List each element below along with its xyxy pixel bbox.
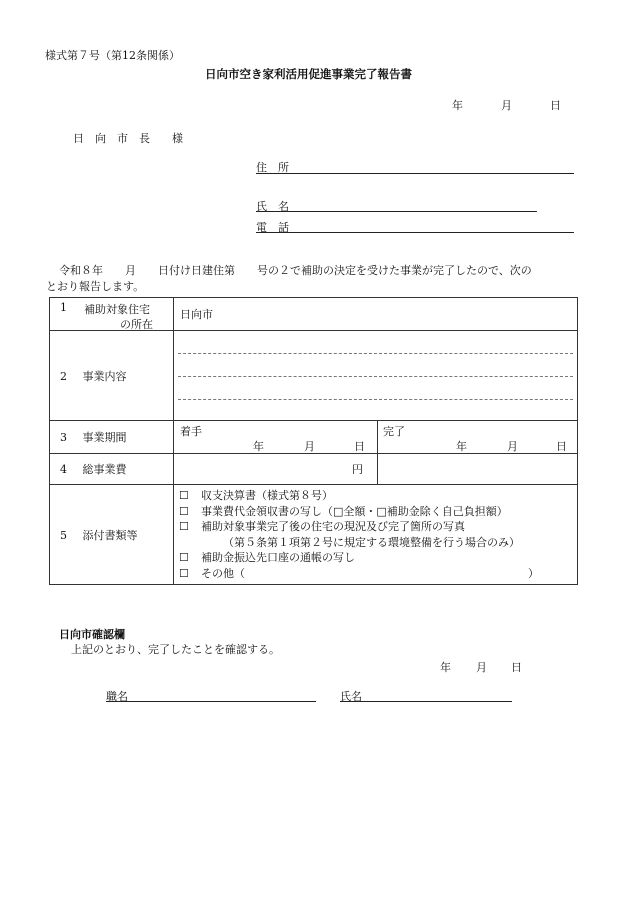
name-label: 氏 名: [256, 200, 289, 213]
attachment-label: その他（: [201, 566, 245, 580]
document-title: 日向市空き家利活用促進事業完了報告書: [205, 67, 412, 81]
confirm-year: 年: [440, 661, 451, 674]
period-start-label: 着手: [180, 424, 202, 438]
confirm-heading: 日向市確認欄: [59, 628, 125, 641]
row-number: 1: [60, 300, 67, 314]
location-value: 日向市: [180, 308, 213, 321]
period-start-year: 年: [253, 439, 264, 453]
close-paren: ）: [528, 566, 539, 580]
confirm-month: 月: [476, 661, 487, 674]
table-row-cost: [50, 454, 578, 485]
attachment-label: 収支決算書（様式第８号）: [201, 489, 333, 502]
period-label-cell: [50, 421, 174, 454]
phone-line[interactable]: [256, 232, 574, 233]
intro-line-1: 令和８年 月 日付け日建住第 号の２で補助の決定を受けた事業が完了したので、次の: [59, 264, 532, 277]
period-start-month: 月: [304, 439, 315, 453]
cost-value-cell[interactable]: [174, 454, 378, 485]
position-line[interactable]: [106, 701, 316, 702]
attachments-label: 添付書類等: [82, 528, 138, 542]
period-end-cell[interactable]: [378, 421, 578, 454]
address-line[interactable]: [256, 173, 574, 174]
checkbox-icon[interactable]: ☐: [179, 551, 189, 564]
checkbox-icon[interactable]: ☐: [179, 566, 189, 580]
checkbox-icon[interactable]: ☐: [179, 504, 189, 518]
attachment-item[interactable]: [179, 488, 577, 504]
addressee: 日 向 市 長 様: [73, 132, 183, 145]
row-number: 4: [60, 463, 67, 476]
intro-line-2: とおり報告します。: [46, 280, 145, 293]
address-label: 住 所: [256, 161, 289, 174]
content-value-cell[interactable]: [174, 331, 578, 421]
period-start-day: 日: [354, 439, 365, 453]
phone-label: 電 話: [256, 221, 289, 234]
period-end-month: 月: [507, 439, 518, 453]
period-start-cell[interactable]: [174, 421, 378, 454]
attachments-list: [174, 485, 578, 585]
row-number: 5: [60, 528, 67, 542]
confirm-name-line[interactable]: [340, 701, 512, 702]
cost-label-cell: [50, 454, 174, 485]
location-label-1: 補助対象住宅: [84, 302, 150, 316]
attachment-label: 補助対象事業完了後の住宅の現況及び完了箇所の写真: [201, 520, 465, 533]
position-label: 職名: [106, 690, 128, 703]
attachment-item[interactable]: [179, 519, 577, 535]
table-row-content: [50, 331, 578, 421]
checkbox-icon[interactable]: ☐: [179, 520, 189, 533]
cost-unit: 円: [352, 463, 363, 476]
content-label: 事業内容: [82, 369, 127, 383]
checkbox-icon[interactable]: ☐: [179, 489, 189, 502]
content-label-cell: [50, 331, 174, 421]
form-number: 様式第７号（第12条関係）: [45, 49, 180, 62]
attachment-item[interactable]: [179, 550, 577, 566]
period-end-year: 年: [456, 439, 467, 453]
attachment-label: 補助金振込先口座の通帳の写し: [201, 551, 355, 564]
confirm-text: 上記のとおり、完了したことを確認する。: [71, 643, 280, 656]
confirm-name-label: 氏名: [340, 690, 362, 703]
period-end-day: 日: [556, 439, 567, 453]
table-row-period: [50, 421, 578, 454]
cost-label: 総事業費: [82, 463, 127, 476]
attachment-item-other[interactable]: [179, 566, 577, 582]
location-label-2: の所在: [120, 317, 153, 331]
date-day: 日: [550, 99, 561, 112]
date-year: 年: [452, 99, 463, 112]
date-month: 月: [501, 99, 512, 112]
location-value-cell[interactable]: [174, 298, 578, 331]
confirm-day: 日: [511, 661, 522, 674]
attachment-label: 事業費代金領収書の写し（□全額・□補助金除く自己負担額）: [201, 504, 508, 518]
cost-extra-cell: [378, 454, 578, 485]
table-row-location: [50, 298, 578, 331]
period-end-label: 完了: [383, 424, 405, 438]
report-table: [49, 297, 578, 585]
attachments-label-cell: [50, 485, 174, 585]
location-label-cell: [50, 298, 174, 331]
attachment-item[interactable]: [179, 504, 577, 520]
row-number: 2: [60, 369, 67, 383]
attachment-note: （第５条第１項第２号に規定する環境整備を行う場合のみ）: [223, 535, 520, 549]
period-label: 事業期間: [82, 431, 127, 444]
name-line[interactable]: [256, 211, 537, 212]
row-number: 3: [60, 431, 67, 444]
table-row-attachments: [50, 485, 578, 585]
